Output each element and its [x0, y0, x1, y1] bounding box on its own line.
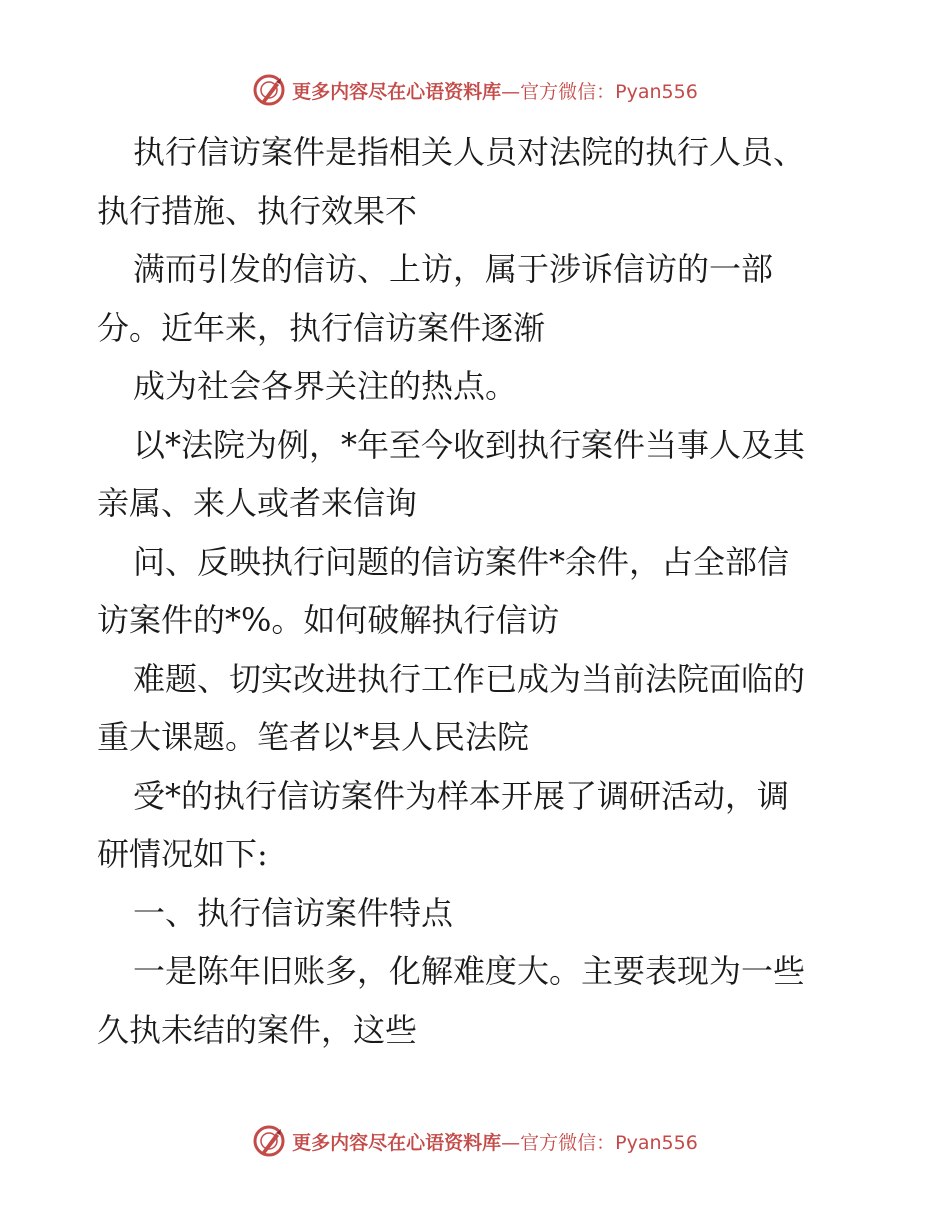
quill-logo-icon: [252, 1124, 286, 1158]
footer-watermark: [0, 1121, 950, 1161]
watermark-text: 更多内容尽在心语资料库—官方微信：Pyan556: [292, 1131, 698, 1154]
paragraph: 一是陈年旧账多，化解难度大。主要表现为一些 久执未结的案件，这些: [97, 952, 806, 1049]
paragraph: 受*的执行信访案件为样本开展了调研活动，调 研情况如下:: [97, 776, 790, 873]
document-body: [97, 123, 867, 1059]
paragraph: 执行信访案件是指相关人员对法院的执行人员、 执行措施、执行效果不: [97, 133, 806, 230]
section-heading: 一、执行信访案件特点: [133, 893, 454, 932]
header-watermark: [0, 70, 950, 110]
paragraph: 成为社会各界关注的热点。: [133, 367, 518, 405]
quill-logo-icon: [252, 73, 286, 107]
paragraph: 难题、切实改进执行工作已成为当前法院面临的 重大课题。笔者以*县人民法院: [97, 659, 806, 756]
paragraph: 满而引发的信访、上访，属于涉诉信访的一部 分。近年来，执行信访案件逐渐: [97, 250, 774, 347]
watermark-text: 更多内容尽在心语资料库—官方微信：Pyan556: [292, 80, 698, 103]
paragraph: 以*法院为例，*年至今收到执行案件当事人及其 亲属、来人或者来信询: [97, 425, 806, 522]
paragraph: 问、反映执行问题的信访案件*余件，占全部信 访案件的*%。如何破解执行信访: [97, 542, 790, 639]
